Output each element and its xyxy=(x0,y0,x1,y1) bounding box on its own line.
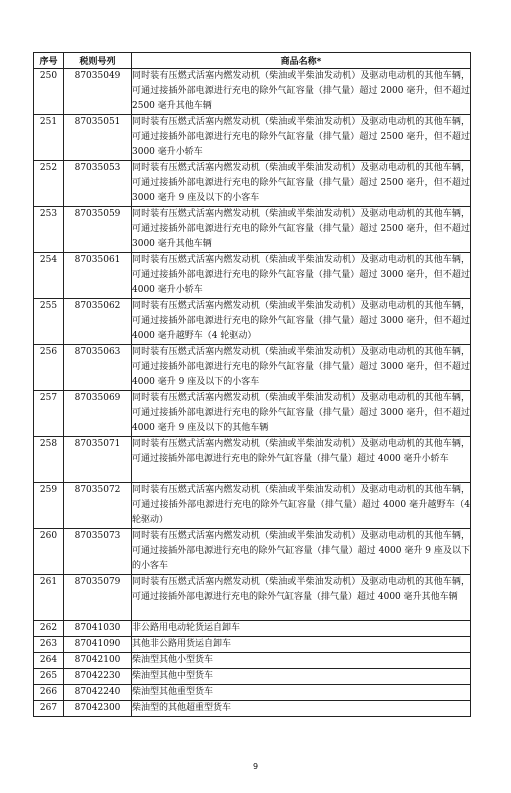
product-name-cell: 同时装有压燃式活塞内燃发动机（柴油或半柴油发动机）及驱动电动机的其他车辆，可通过接插外部电源进行充电的除外气缸容量（排气量）超过 3000 毫升，但不超过 4000 毫升小轿车 xyxy=(132,253,471,299)
serial-number-cell: 252 xyxy=(34,161,64,207)
product-name-cell: 柴油型其他中型货车 xyxy=(132,669,471,685)
table-row xyxy=(34,115,471,161)
serial-number-cell: 254 xyxy=(34,253,64,299)
table-row xyxy=(34,621,471,637)
product-name-cell: 同时装有压燃式活塞内燃发动机（柴油或半柴油发动机）及驱动电动机的其他车辆，可通过接插外部电源进行充电的除外气缸容量（排气量）超过 2500 毫升，但不超过 3000 毫升小轿车 xyxy=(132,115,471,161)
serial-number-cell: 259 xyxy=(34,483,64,529)
tariff-code-cell: 87041030 xyxy=(64,621,132,637)
table-row xyxy=(34,529,471,575)
tariff-code-cell: 87042240 xyxy=(64,685,132,701)
table-row xyxy=(34,637,471,653)
tariff-code-cell: 87035071 xyxy=(64,437,132,483)
table-row xyxy=(34,161,471,207)
tariff-code-cell: 87035069 xyxy=(64,391,132,437)
tariff-code-cell: 87035072 xyxy=(64,483,132,529)
tariff-table xyxy=(33,52,471,717)
header-row xyxy=(34,53,471,69)
serial-number-cell: 258 xyxy=(34,437,64,483)
serial-number-cell: 260 xyxy=(34,529,64,575)
table-row xyxy=(34,653,471,669)
tariff-code-cell: 87035063 xyxy=(64,345,132,391)
product-name-cell: 柴油型其他小型货车 xyxy=(132,653,471,669)
serial-number-cell: 250 xyxy=(34,69,64,115)
column-header-product-name: 商品名称* xyxy=(132,53,471,69)
column-header-serial: 序号 xyxy=(34,53,64,69)
product-name-cell: 其他非公路用货运自卸车 xyxy=(132,637,471,653)
serial-number-cell: 265 xyxy=(34,669,64,685)
product-name-cell: 同时装有压燃式活塞内燃发动机（柴油或半柴油发动机）及驱动电动机的其他车辆，可通过接插外部电源进行充电的除外气缸容量（排气量）超过 4000 毫升越野车（4 轮驱动） xyxy=(132,483,471,529)
product-name-cell: 同时装有压燃式活塞内燃发动机（柴油或半柴油发动机）及驱动电动机的其他车辆，可通过接插外部电源进行充电的除外气缸容量（排气量）超过 3000 毫升，但不超过 4000 毫升 9 座及以下的小客车 xyxy=(132,345,471,391)
product-name-cell: 同时装有压燃式活塞内燃发动机（柴油或半柴油发动机）及驱动电动机的其他车辆，可通过接插外部电源进行充电的除外气缸容量（排气量）超过 3000 毫升，但不超过 4000 毫升越野车（4 轮驱动） xyxy=(132,299,471,345)
product-name-cell: 柴油型的其他超重型货车 xyxy=(132,701,471,717)
serial-number-cell: 263 xyxy=(34,637,64,653)
table-row xyxy=(34,701,471,717)
tariff-code-cell: 87035062 xyxy=(64,299,132,345)
tariff-code-cell: 87035053 xyxy=(64,161,132,207)
serial-number-cell: 267 xyxy=(34,701,64,717)
product-name-cell: 非公路用电动轮货运自卸车 xyxy=(132,621,471,637)
table-row xyxy=(34,685,471,701)
table-body xyxy=(34,69,471,717)
product-name-cell: 同时装有压燃式活塞内燃发动机（柴油或半柴油发动机）及驱动电动机的其他车辆，可通过接插外部电源进行充电的除外气缸容量（排气量）超过 2500 毫升，但不超过 3000 毫升其他车辆 xyxy=(132,207,471,253)
table-row xyxy=(34,437,471,483)
product-name-cell: 同时装有压燃式活塞内燃发动机（柴油或半柴油发动机）及驱动电动机的其他车辆，可通过接插外部电源进行充电的除外气缸容量（排气量）超过 2000 毫升，但不超过 2500 毫升其他车辆 xyxy=(132,69,471,115)
table-row xyxy=(34,253,471,299)
tariff-code-cell: 87035051 xyxy=(64,115,132,161)
serial-number-cell: 264 xyxy=(34,653,64,669)
product-name-cell: 同时装有压燃式活塞内燃发动机（柴油或半柴油发动机）及驱动电动机的其他车辆，可通过接插外部电源进行充电的除外气缸容量（排气量）超过 4000 毫升小轿车 xyxy=(132,437,471,483)
tariff-code-cell: 87035079 xyxy=(64,575,132,621)
tariff-code-cell: 87035059 xyxy=(64,207,132,253)
tariff-code-cell: 87042230 xyxy=(64,669,132,685)
tariff-code-cell: 87035049 xyxy=(64,69,132,115)
serial-number-cell: 251 xyxy=(34,115,64,161)
product-name-cell: 同时装有压燃式活塞内燃发动机（柴油或半柴油发动机）及驱动电动机的其他车辆，可通过接插外部电源进行充电的除外气缸容量（排气量）超过 3000 毫升，但不超过 4000 毫升 9 座及以下的其他车辆 xyxy=(132,391,471,437)
serial-number-cell: 255 xyxy=(34,299,64,345)
table-row xyxy=(34,345,471,391)
tariff-code-cell: 87042100 xyxy=(64,653,132,669)
product-name-cell: 同时装有压燃式活塞内燃发动机（柴油或半柴油发动机）及驱动电动机的其他车辆，可通过接插外部电源进行充电的除外气缸容量（排气量）超过 4000 毫升其他车辆 xyxy=(132,575,471,621)
product-name-cell: 同时装有压燃式活塞内燃发动机（柴油或半柴油发动机）及驱动电动机的其他车辆，可通过接插外部电源进行充电的除外气缸容量（排气量）超过 4000 毫升 9 座及以下的小客车 xyxy=(132,529,471,575)
table-row xyxy=(34,575,471,621)
tariff-code-cell: 87042300 xyxy=(64,701,132,717)
table-row xyxy=(34,483,471,529)
tariff-code-cell: 87035061 xyxy=(64,253,132,299)
serial-number-cell: 266 xyxy=(34,685,64,701)
column-header-tariff-code: 税则号列 xyxy=(64,53,132,69)
product-name-cell: 同时装有压燃式活塞内燃发动机（柴油或半柴油发动机）及驱动电动机的其他车辆，可通过接插外部电源进行充电的除外气缸容量（排气量）超过 2500 毫升，但不超过 3000 毫升 9 座及以下的小客车 xyxy=(132,161,471,207)
table-row xyxy=(34,69,471,115)
product-name-cell: 柴油型其他重型货车 xyxy=(132,685,471,701)
serial-number-cell: 256 xyxy=(34,345,64,391)
serial-number-cell: 253 xyxy=(34,207,64,253)
table-row xyxy=(34,669,471,685)
table-row xyxy=(34,299,471,345)
serial-number-cell: 262 xyxy=(34,621,64,637)
serial-number-cell: 261 xyxy=(34,575,64,621)
table-row xyxy=(34,391,471,437)
page-number: 9 xyxy=(252,762,259,771)
tariff-code-cell: 87041090 xyxy=(64,637,132,653)
table-row xyxy=(34,207,471,253)
tariff-code-cell: 87035073 xyxy=(64,529,132,575)
serial-number-cell: 257 xyxy=(34,391,64,437)
